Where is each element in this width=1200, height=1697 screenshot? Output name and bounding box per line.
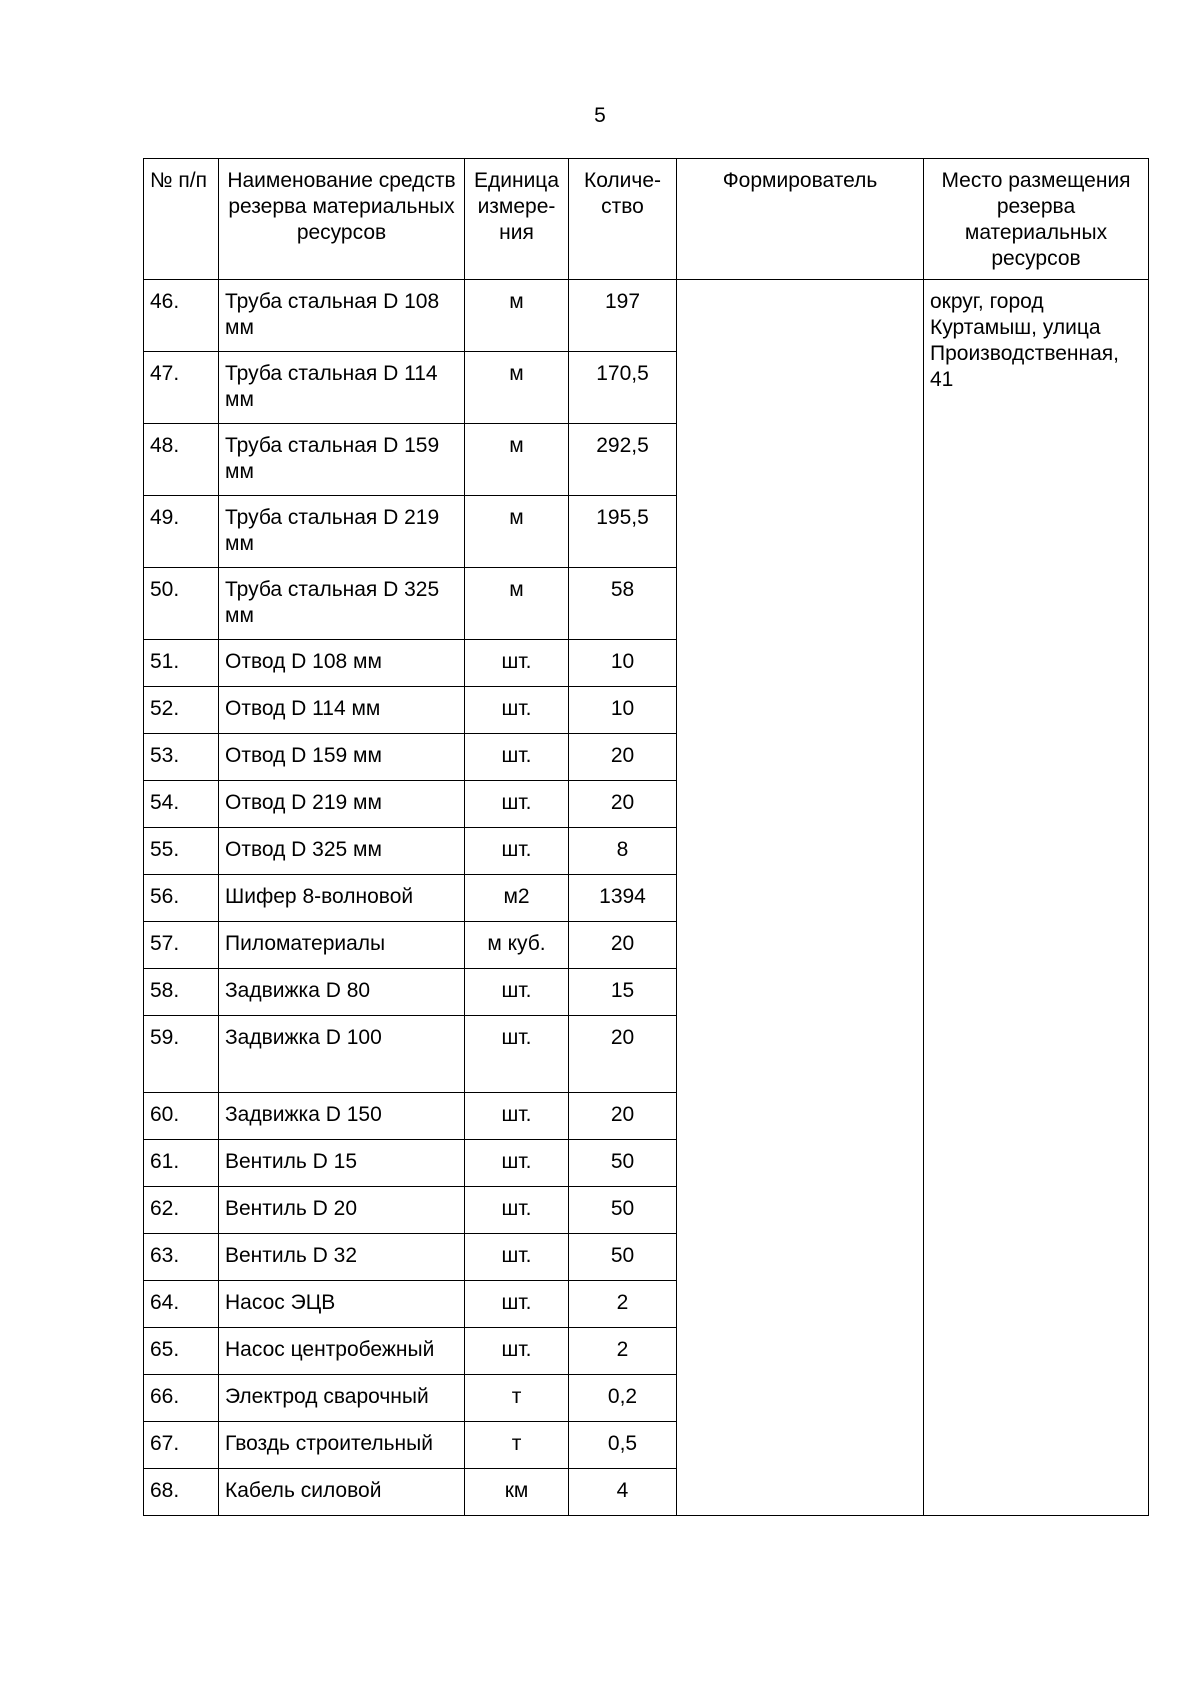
cell-name: Вентиль D 32	[219, 1234, 465, 1281]
cell-qty: 170,5	[569, 352, 677, 424]
cell-name: Пиломатериалы	[219, 922, 465, 969]
cell-name: Гвоздь строительный	[219, 1422, 465, 1469]
cell-unit: м куб.	[465, 922, 569, 969]
cell-qty: 10	[569, 687, 677, 734]
header-unit: Единица измере-ния	[465, 159, 569, 280]
cell-name: Труба стальная D 219 мм	[219, 496, 465, 568]
cell-num: 49.	[144, 496, 219, 568]
cell-unit: шт.	[465, 1016, 569, 1093]
cell-unit: м	[465, 352, 569, 424]
cell-num: 64.	[144, 1281, 219, 1328]
cell-num: 53.	[144, 734, 219, 781]
cell-qty: 195,5	[569, 496, 677, 568]
cell-qty: 0,5	[569, 1422, 677, 1469]
cell-qty: 4	[569, 1469, 677, 1516]
table-header-row	[144, 159, 1149, 280]
cell-num: 50.	[144, 568, 219, 640]
cell-qty: 15	[569, 969, 677, 1016]
cell-num: 59.	[144, 1016, 219, 1093]
cell-num: 52.	[144, 687, 219, 734]
cell-num: 68.	[144, 1469, 219, 1516]
cell-num: 56.	[144, 875, 219, 922]
cell-name: Труба стальная D 114 мм	[219, 352, 465, 424]
cell-name: Электрод сварочный	[219, 1375, 465, 1422]
header-name: Наименование средств резерва материальных ресурсов	[219, 159, 465, 280]
cell-num: 47.	[144, 352, 219, 424]
cell-name: Отвод D 325 мм	[219, 828, 465, 875]
cell-num: 58.	[144, 969, 219, 1016]
cell-unit: м	[465, 568, 569, 640]
cell-qty: 197	[569, 280, 677, 352]
cell-num: 48.	[144, 424, 219, 496]
cell-unit: шт.	[465, 969, 569, 1016]
cell-unit: м	[465, 424, 569, 496]
cell-name: Труба стальная D 159 мм	[219, 424, 465, 496]
cell-num: 66.	[144, 1375, 219, 1422]
cell-num: 65.	[144, 1328, 219, 1375]
cell-qty: 10	[569, 640, 677, 687]
cell-unit: шт.	[465, 687, 569, 734]
cell-unit: шт.	[465, 781, 569, 828]
cell-unit: м2	[465, 875, 569, 922]
cell-name: Насос ЭЦВ	[219, 1281, 465, 1328]
cell-num: 54.	[144, 781, 219, 828]
cell-qty: 20	[569, 1093, 677, 1140]
cell-name: Задвижка D 80	[219, 969, 465, 1016]
cell-unit: шт.	[465, 1281, 569, 1328]
cell-unit: шт.	[465, 1234, 569, 1281]
cell-num: 63.	[144, 1234, 219, 1281]
cell-name: Задвижка D 100	[219, 1016, 465, 1093]
cell-num: 55.	[144, 828, 219, 875]
page-number: 5	[594, 104, 606, 127]
cell-qty: 1394	[569, 875, 677, 922]
cell-num: 67.	[144, 1422, 219, 1469]
header-qty: Количе-ство	[569, 159, 677, 280]
cell-name: Кабель силовой	[219, 1469, 465, 1516]
reserve-table	[143, 158, 1149, 1516]
cell-unit: шт.	[465, 734, 569, 781]
cell-num: 46.	[144, 280, 219, 352]
cell-num: 62.	[144, 1187, 219, 1234]
cell-num: 57.	[144, 922, 219, 969]
cell-name: Вентиль D 20	[219, 1187, 465, 1234]
cell-name: Отвод D 159 мм	[219, 734, 465, 781]
cell-place: округ, город Куртамыш, улица Производственная, 41	[924, 280, 1149, 1516]
cell-num: 60.	[144, 1093, 219, 1140]
cell-unit: т	[465, 1422, 569, 1469]
cell-name: Насос центробежный	[219, 1328, 465, 1375]
header-former: Формирователь	[677, 159, 924, 280]
cell-qty: 58	[569, 568, 677, 640]
cell-unit: м	[465, 280, 569, 352]
cell-qty: 292,5	[569, 424, 677, 496]
cell-qty: 8	[569, 828, 677, 875]
cell-unit: км	[465, 1469, 569, 1516]
cell-num: 51.	[144, 640, 219, 687]
cell-name: Шифер 8-волновой	[219, 875, 465, 922]
cell-unit: шт.	[465, 1140, 569, 1187]
cell-unit: м	[465, 496, 569, 568]
table-row	[144, 280, 1149, 352]
cell-name: Вентиль D 15	[219, 1140, 465, 1187]
cell-unit: т	[465, 1375, 569, 1422]
cell-unit: шт.	[465, 1093, 569, 1140]
cell-qty: 20	[569, 781, 677, 828]
table-body	[144, 280, 1149, 1516]
cell-unit: шт.	[465, 640, 569, 687]
cell-qty: 50	[569, 1187, 677, 1234]
cell-qty: 20	[569, 922, 677, 969]
cell-name: Отвод D 108 мм	[219, 640, 465, 687]
header-num: № п/п	[144, 159, 219, 280]
cell-qty: 0,2	[569, 1375, 677, 1422]
cell-unit: шт.	[465, 828, 569, 875]
cell-qty: 20	[569, 734, 677, 781]
cell-unit: шт.	[465, 1187, 569, 1234]
cell-name: Отвод D 219 мм	[219, 781, 465, 828]
cell-qty: 50	[569, 1234, 677, 1281]
cell-name: Труба стальная D 325 мм	[219, 568, 465, 640]
cell-unit: шт.	[465, 1328, 569, 1375]
cell-num: 61.	[144, 1140, 219, 1187]
cell-name: Отвод D 114 мм	[219, 687, 465, 734]
cell-name: Задвижка D 150	[219, 1093, 465, 1140]
cell-qty: 2	[569, 1328, 677, 1375]
cell-qty: 50	[569, 1140, 677, 1187]
cell-former	[677, 280, 924, 1516]
cell-name: Труба стальная D 108 мм	[219, 280, 465, 352]
header-place: Место размещения резерва материальных ресурсов	[924, 159, 1149, 280]
cell-qty: 2	[569, 1281, 677, 1328]
cell-qty: 20	[569, 1016, 677, 1093]
